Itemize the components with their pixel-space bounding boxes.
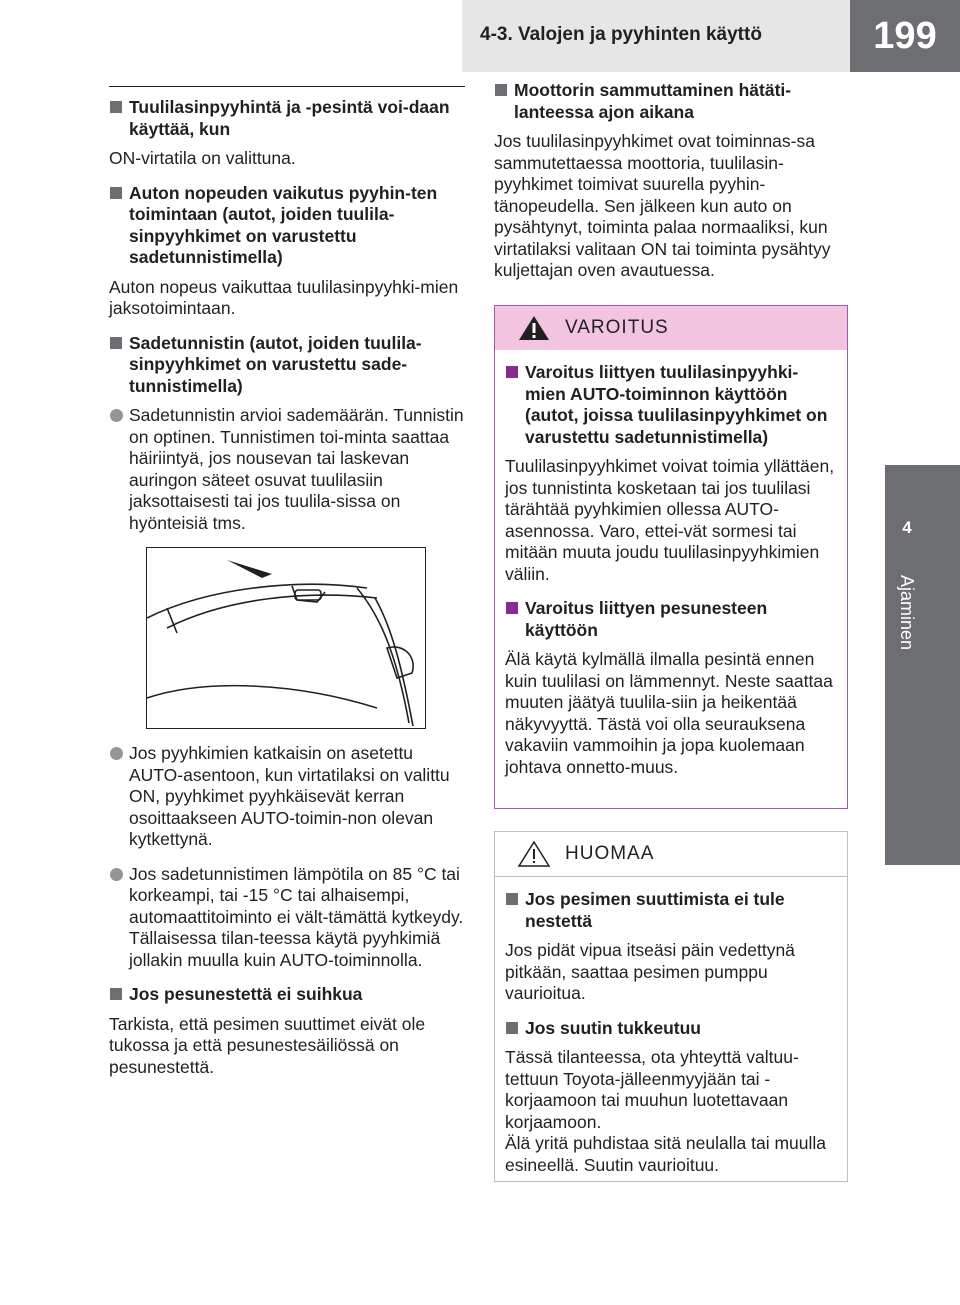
page-number: 199 (850, 0, 960, 72)
paragraph: Auton nopeus vaikuttaa tuulilasinpyyhki-mien jaksotoimintaan. (109, 276, 459, 318)
heading: Sadetunnistin (autot, joiden tuulila-sinpyyhkimet on varustettu sade-tunnistimella) (109, 333, 465, 398)
heading: Auton nopeuden vaikutus pyyhin-ten toimintaan (autot, joiden tuulila-sinpyyhkimet on varustettu sadetunnistimella) (109, 183, 465, 269)
top-rule (109, 86, 465, 87)
heading: Jos pesunestettä ei suihkua (109, 984, 465, 1006)
warning-title-bar (495, 306, 847, 350)
notice-title-bar (495, 832, 847, 877)
paragraph: Älä yritä puhdistaa sitä neulalla tai muulla esineellä. Suutin vaurioituu. (505, 1133, 827, 1175)
heading: Jos pesimen suuttimista ei tule nestettä (505, 889, 837, 932)
warning-triangle-icon (517, 314, 551, 342)
notice-box (494, 831, 848, 1182)
heading: Jos suutin tukkeutuu (505, 1018, 837, 1040)
warning-title: VAROITUS (565, 317, 669, 338)
paragraph: Jos pidät vipua itseäsi päin vedettynä pitkään, saattaa pesimen pumppu vaurioitua. (505, 940, 795, 1003)
arrow-pointer (227, 560, 272, 578)
paragraph: Tässä tilanteessa, ota yhteyttä valtuu-tettuun Toyota-jälleenmyyjään tai -korjaamoon tai muuhun luotettavaan korjaamoon. (505, 1047, 799, 1132)
notice-title: HUOMAA (565, 843, 655, 864)
heading: Moottorin sammuttaminen hätäti-lanteessa ajon aikana (494, 80, 846, 123)
paragraph: Tarkista, että pesimen suuttimet eivät ole tukossa ja että pesunestesäiliössä on pesunestettä. (109, 1013, 426, 1077)
paragraph: Jos tuulilasinpyyhkimet ovat toiminnas-sa sammutettaessa moottoria, tuulilasin-pyyhkimet toimivat suurella pyyhin-tänopeudella. Sen jälkeen kun auto on pysähtynyt, toiminta palaa normaaliksi, kun virtatilaksi valitaan ON tai toiminta pysähtyy kuljettajan oven avautuessa. (494, 131, 831, 280)
bullet-item: Jos pyyhkimien katkaisin on asetettu AUTO-asentoon, kun virtatilaksi on valittu ON, pyyhkimet pyyhkäisevät kerran osoittaakseen AUTO-toimin-non olevan kytkettynä. (109, 743, 465, 851)
windshield-sensor-drawing (147, 548, 425, 728)
caution-triangle-icon (517, 840, 551, 868)
left-column (109, 86, 465, 1091)
section-title: 4-3. Valojen ja pyyhinten käyttö (480, 24, 762, 45)
heading: Varoitus liittyen pesunesteen käyttöön (505, 598, 837, 641)
bullet-item: Jos sadetunnistimen lämpötila on 85 °C tai korkeampi, tai -15 °C tai alhaisempi, automaattitoiminto ei vält-tämättä kytkeydy. Tällaisessa tilan-teessa käytä pyyhkimiä jollakin muulla kuin AUTO-toiminnolla. (109, 864, 465, 972)
chapter-number: 4 (902, 518, 912, 537)
warning-box (494, 305, 848, 809)
right-column (494, 80, 846, 295)
bullet-item: Sadetunnistin arvioi sademäärän. Tunnistin on optinen. Tunnistimen toi-minta saattaa häiriintyä, jos nousevan tai laskevan auringon säteet osuvat tuulilasiin jaksottaisesti tai jos tuulila-sissa on hyönteisiä tms. (109, 405, 465, 534)
heading: Tuulilasinpyyhintä ja -pesintä voi-daan käyttää, kun (109, 97, 465, 140)
chapter-label (893, 575, 921, 695)
rain-sensor-illustration (146, 547, 426, 729)
paragraph: ON-virtatila on valittuna. (109, 148, 296, 168)
paragraph: Tuulilasinpyyhkimet voivat toimia yllättäen, jos tunnistinta kosketaan tai jos tuulilasi tärähtää pyyhkimien ollessa AUTO-asennossa. Varo, ettei-vät sormesi tai mitään muuta joudu tuulilasinpyyhkimien väliin. (505, 456, 835, 584)
paragraph: Älä käytä kylmällä ilmalla pesintä ennen kuin tuulilasi on lämmennyt. Neste saattaa muuten jäätyä tuulila-siin ja heikentää näkyvyyttä. Tästä voi olla seurauksena vakaviin vammoihin ja jopa kuolemaan johtava onnetto-muus. (505, 649, 833, 777)
heading: Varoitus liittyen tuulilasinpyyhki-mien AUTO-toiminnon käyttöön (autot, joissa tuulilasinpyyhkimet on varustettu sadetunnistimella) (505, 362, 837, 448)
chapter-name: Ajaminen (897, 575, 917, 651)
